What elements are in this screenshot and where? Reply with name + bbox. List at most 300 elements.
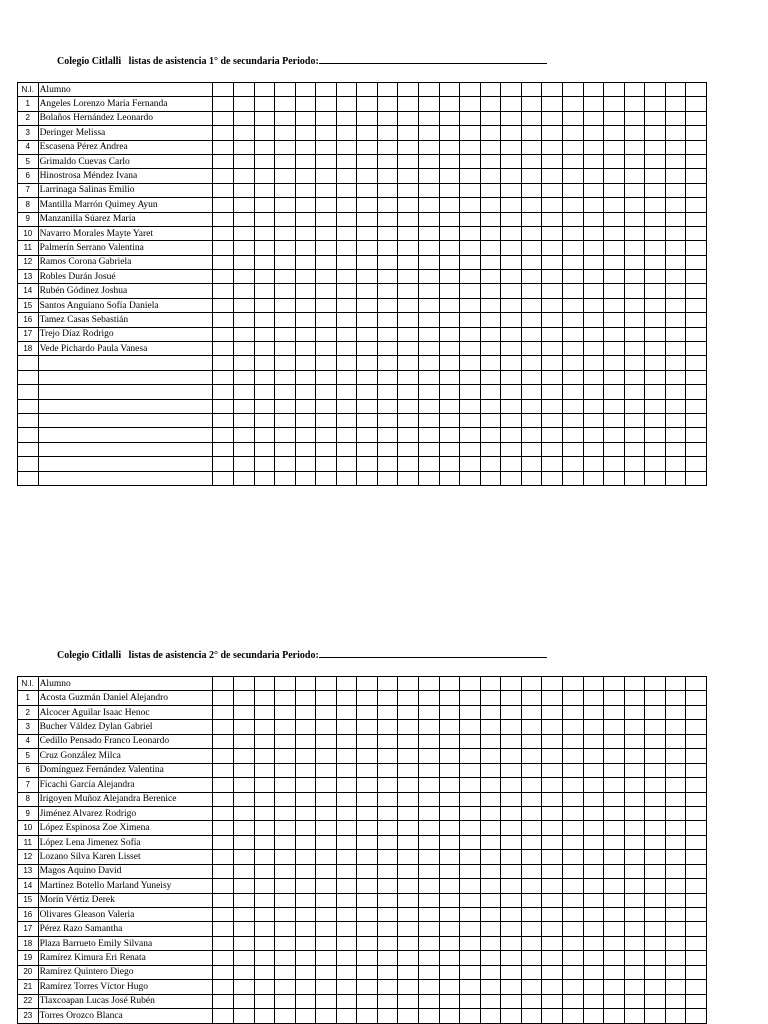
attendance-cell[interactable] (501, 951, 522, 965)
attendance-cell[interactable] (562, 1009, 583, 1023)
attendance-cell[interactable] (624, 850, 645, 864)
attendance-cell[interactable] (686, 385, 707, 399)
attendance-cell[interactable] (521, 821, 542, 835)
attendance-cell[interactable] (357, 850, 378, 864)
attendance-cell[interactable] (419, 298, 440, 312)
attendance-cell[interactable] (562, 442, 583, 456)
attendance-cell[interactable] (233, 97, 254, 111)
attendance-cell[interactable] (665, 720, 686, 734)
attendance-cell[interactable] (542, 821, 563, 835)
attendance-cell[interactable] (604, 864, 625, 878)
attendance-cell[interactable] (439, 763, 460, 777)
attendance-cell[interactable] (542, 270, 563, 284)
attendance-cell[interactable] (419, 994, 440, 1008)
attendance-cell[interactable] (562, 980, 583, 994)
attendance-cell[interactable] (501, 399, 522, 413)
attendance-cell[interactable] (686, 965, 707, 979)
attendance-cell[interactable] (521, 792, 542, 806)
attendance-cell[interactable] (336, 313, 357, 327)
attendance-cell[interactable] (336, 241, 357, 255)
attendance-cell[interactable] (604, 226, 625, 240)
attendance-cell[interactable] (254, 835, 275, 849)
attendance-cell[interactable] (275, 270, 296, 284)
attendance-cell[interactable] (336, 705, 357, 719)
attendance-cell[interactable] (583, 370, 604, 384)
attendance-cell[interactable] (686, 908, 707, 922)
attendance-cell[interactable] (604, 241, 625, 255)
attendance-cell[interactable] (604, 691, 625, 705)
attendance-cell[interactable] (542, 212, 563, 226)
attendance-cell[interactable] (686, 327, 707, 341)
attendance-cell[interactable] (316, 413, 337, 427)
attendance-cell[interactable] (501, 270, 522, 284)
attendance-cell[interactable] (336, 749, 357, 763)
attendance-cell[interactable] (336, 806, 357, 820)
attendance-cell[interactable] (419, 154, 440, 168)
attendance-cell[interactable] (254, 126, 275, 140)
attendance-cell[interactable] (460, 111, 481, 125)
attendance-cell[interactable] (521, 763, 542, 777)
attendance-cell[interactable] (316, 442, 337, 456)
attendance-cell[interactable] (254, 1009, 275, 1023)
attendance-cell[interactable] (542, 442, 563, 456)
attendance-cell[interactable] (213, 1009, 234, 1023)
attendance-cell[interactable] (521, 705, 542, 719)
attendance-cell[interactable] (521, 864, 542, 878)
attendance-cell[interactable] (213, 908, 234, 922)
attendance-cell[interactable] (480, 442, 501, 456)
attendance-cell[interactable] (213, 313, 234, 327)
attendance-cell[interactable] (316, 428, 337, 442)
attendance-cell[interactable] (480, 980, 501, 994)
attendance-cell[interactable] (295, 111, 316, 125)
attendance-cell[interactable] (336, 936, 357, 950)
attendance-cell[interactable] (604, 749, 625, 763)
attendance-cell[interactable] (213, 241, 234, 255)
attendance-cell[interactable] (357, 198, 378, 212)
attendance-cell[interactable] (233, 126, 254, 140)
attendance-cell[interactable] (480, 399, 501, 413)
attendance-cell[interactable] (275, 298, 296, 312)
attendance-cell[interactable] (357, 778, 378, 792)
attendance-cell[interactable] (439, 720, 460, 734)
attendance-cell[interactable] (419, 778, 440, 792)
attendance-cell[interactable] (295, 749, 316, 763)
attendance-cell[interactable] (336, 385, 357, 399)
attendance-cell[interactable] (501, 327, 522, 341)
attendance-cell[interactable] (419, 198, 440, 212)
attendance-cell[interactable] (521, 169, 542, 183)
attendance-cell[interactable] (542, 255, 563, 269)
attendance-cell[interactable] (398, 111, 419, 125)
attendance-cell[interactable] (624, 951, 645, 965)
attendance-cell[interactable] (604, 893, 625, 907)
attendance-cell[interactable] (254, 255, 275, 269)
attendance-cell[interactable] (295, 1009, 316, 1023)
attendance-cell[interactable] (480, 198, 501, 212)
attendance-cell[interactable] (213, 471, 234, 485)
attendance-cell[interactable] (583, 763, 604, 777)
attendance-cell[interactable] (624, 169, 645, 183)
attendance-cell[interactable] (254, 965, 275, 979)
attendance-cell[interactable] (316, 893, 337, 907)
attendance-cell[interactable] (645, 720, 666, 734)
attendance-cell[interactable] (480, 356, 501, 370)
attendance-cell[interactable] (542, 994, 563, 1008)
attendance-cell[interactable] (562, 169, 583, 183)
attendance-cell[interactable] (295, 385, 316, 399)
attendance-cell[interactable] (316, 763, 337, 777)
attendance-cell[interactable] (501, 908, 522, 922)
attendance-cell[interactable] (645, 212, 666, 226)
attendance-cell[interactable] (583, 241, 604, 255)
attendance-cell[interactable] (419, 284, 440, 298)
attendance-cell[interactable] (357, 835, 378, 849)
attendance-cell[interactable] (316, 792, 337, 806)
attendance-cell[interactable] (316, 342, 337, 356)
attendance-cell[interactable] (336, 212, 357, 226)
attendance-cell[interactable] (295, 471, 316, 485)
attendance-cell[interactable] (254, 428, 275, 442)
attendance-cell[interactable] (686, 111, 707, 125)
attendance-cell[interactable] (336, 370, 357, 384)
attendance-cell[interactable] (357, 994, 378, 1008)
attendance-cell[interactable] (562, 284, 583, 298)
attendance-cell[interactable] (233, 457, 254, 471)
attendance-cell[interactable] (316, 879, 337, 893)
attendance-cell[interactable] (460, 806, 481, 820)
attendance-cell[interactable] (377, 734, 398, 748)
attendance-cell[interactable] (542, 370, 563, 384)
attendance-cell[interactable] (254, 908, 275, 922)
attendance-cell[interactable] (542, 763, 563, 777)
attendance-cell[interactable] (316, 705, 337, 719)
attendance-cell[interactable] (377, 413, 398, 427)
attendance-cell[interactable] (336, 255, 357, 269)
attendance-cell[interactable] (460, 126, 481, 140)
attendance-cell[interactable] (583, 879, 604, 893)
attendance-cell[interactable] (275, 385, 296, 399)
attendance-cell[interactable] (213, 198, 234, 212)
attendance-cell[interactable] (624, 922, 645, 936)
attendance-cell[interactable] (254, 763, 275, 777)
attendance-cell[interactable] (562, 734, 583, 748)
attendance-cell[interactable] (460, 908, 481, 922)
attendance-cell[interactable] (562, 922, 583, 936)
attendance-cell[interactable] (357, 428, 378, 442)
attendance-cell[interactable] (460, 241, 481, 255)
attendance-cell[interactable] (295, 835, 316, 849)
attendance-cell[interactable] (233, 965, 254, 979)
attendance-cell[interactable] (357, 951, 378, 965)
attendance-cell[interactable] (419, 270, 440, 284)
attendance-cell[interactable] (419, 241, 440, 255)
attendance-cell[interactable] (275, 342, 296, 356)
attendance-cell[interactable] (542, 140, 563, 154)
attendance-cell[interactable] (213, 980, 234, 994)
attendance-cell[interactable] (562, 705, 583, 719)
attendance-cell[interactable] (316, 385, 337, 399)
attendance-cell[interactable] (665, 212, 686, 226)
attendance-cell[interactable] (398, 183, 419, 197)
attendance-cell[interactable] (665, 399, 686, 413)
attendance-cell[interactable] (604, 980, 625, 994)
attendance-cell[interactable] (275, 442, 296, 456)
attendance-cell[interactable] (624, 270, 645, 284)
attendance-cell[interactable] (398, 864, 419, 878)
attendance-cell[interactable] (439, 691, 460, 705)
attendance-cell[interactable] (357, 980, 378, 994)
attendance-cell[interactable] (213, 126, 234, 140)
attendance-cell[interactable] (645, 298, 666, 312)
attendance-cell[interactable] (419, 821, 440, 835)
attendance-cell[interactable] (624, 241, 645, 255)
attendance-cell[interactable] (480, 270, 501, 284)
attendance-cell[interactable] (501, 385, 522, 399)
attendance-cell[interactable] (398, 399, 419, 413)
attendance-cell[interactable] (480, 1009, 501, 1023)
attendance-cell[interactable] (542, 313, 563, 327)
attendance-cell[interactable] (686, 97, 707, 111)
attendance-cell[interactable] (460, 370, 481, 384)
attendance-cell[interactable] (275, 471, 296, 485)
attendance-cell[interactable] (295, 994, 316, 1008)
attendance-cell[interactable] (665, 951, 686, 965)
attendance-cell[interactable] (686, 457, 707, 471)
attendance-cell[interactable] (357, 226, 378, 240)
attendance-cell[interactable] (562, 255, 583, 269)
attendance-cell[interactable] (316, 951, 337, 965)
attendance-cell[interactable] (357, 864, 378, 878)
attendance-cell[interactable] (316, 140, 337, 154)
attendance-cell[interactable] (295, 705, 316, 719)
attendance-cell[interactable] (542, 342, 563, 356)
attendance-cell[interactable] (275, 111, 296, 125)
attendance-cell[interactable] (295, 241, 316, 255)
attendance-cell[interactable] (295, 691, 316, 705)
attendance-cell[interactable] (377, 763, 398, 777)
attendance-cell[interactable] (233, 169, 254, 183)
attendance-cell[interactable] (562, 850, 583, 864)
attendance-cell[interactable] (460, 298, 481, 312)
attendance-cell[interactable] (686, 183, 707, 197)
attendance-cell[interactable] (275, 413, 296, 427)
attendance-cell[interactable] (645, 792, 666, 806)
attendance-cell[interactable] (686, 864, 707, 878)
attendance-cell[interactable] (542, 749, 563, 763)
attendance-cell[interactable] (460, 154, 481, 168)
attendance-cell[interactable] (645, 806, 666, 820)
attendance-cell[interactable] (419, 864, 440, 878)
attendance-cell[interactable] (316, 864, 337, 878)
attendance-cell[interactable] (521, 298, 542, 312)
attendance-cell[interactable] (480, 169, 501, 183)
attendance-cell[interactable] (213, 893, 234, 907)
attendance-cell[interactable] (521, 879, 542, 893)
attendance-cell[interactable] (686, 428, 707, 442)
attendance-cell[interactable] (336, 850, 357, 864)
attendance-cell[interactable] (316, 778, 337, 792)
attendance-cell[interactable] (665, 370, 686, 384)
attendance-cell[interactable] (419, 356, 440, 370)
attendance-cell[interactable] (213, 342, 234, 356)
attendance-cell[interactable] (233, 327, 254, 341)
attendance-cell[interactable] (398, 879, 419, 893)
attendance-cell[interactable] (295, 313, 316, 327)
attendance-cell[interactable] (562, 154, 583, 168)
attendance-cell[interactable] (583, 965, 604, 979)
attendance-cell[interactable] (419, 749, 440, 763)
attendance-cell[interactable] (624, 965, 645, 979)
attendance-cell[interactable] (645, 399, 666, 413)
attendance-cell[interactable] (665, 705, 686, 719)
attendance-cell[interactable] (501, 212, 522, 226)
attendance-cell[interactable] (275, 399, 296, 413)
attendance-cell[interactable] (377, 154, 398, 168)
attendance-cell[interactable] (398, 428, 419, 442)
attendance-cell[interactable] (275, 154, 296, 168)
attendance-cell[interactable] (645, 198, 666, 212)
attendance-cell[interactable] (295, 154, 316, 168)
attendance-cell[interactable] (377, 97, 398, 111)
attendance-cell[interactable] (377, 169, 398, 183)
attendance-cell[interactable] (480, 705, 501, 719)
attendance-cell[interactable] (398, 936, 419, 950)
attendance-cell[interactable] (562, 720, 583, 734)
attendance-cell[interactable] (501, 806, 522, 820)
attendance-cell[interactable] (665, 342, 686, 356)
attendance-cell[interactable] (460, 226, 481, 240)
attendance-cell[interactable] (604, 850, 625, 864)
attendance-cell[interactable] (562, 413, 583, 427)
attendance-cell[interactable] (213, 879, 234, 893)
attendance-cell[interactable] (439, 734, 460, 748)
attendance-cell[interactable] (439, 806, 460, 820)
attendance-cell[interactable] (562, 936, 583, 950)
attendance-cell[interactable] (377, 241, 398, 255)
attendance-cell[interactable] (295, 893, 316, 907)
attendance-cell[interactable] (336, 126, 357, 140)
attendance-cell[interactable] (686, 342, 707, 356)
attendance-cell[interactable] (254, 399, 275, 413)
attendance-cell[interactable] (275, 879, 296, 893)
attendance-cell[interactable] (357, 270, 378, 284)
attendance-cell[interactable] (645, 154, 666, 168)
attendance-cell[interactable] (501, 720, 522, 734)
attendance-cell[interactable] (439, 705, 460, 719)
attendance-cell[interactable] (275, 720, 296, 734)
attendance-cell[interactable] (460, 778, 481, 792)
attendance-cell[interactable] (254, 169, 275, 183)
attendance-cell[interactable] (295, 457, 316, 471)
attendance-cell[interactable] (583, 835, 604, 849)
attendance-cell[interactable] (501, 792, 522, 806)
attendance-cell[interactable] (254, 994, 275, 1008)
attendance-cell[interactable] (419, 399, 440, 413)
attendance-cell[interactable] (377, 198, 398, 212)
attendance-cell[interactable] (233, 270, 254, 284)
attendance-cell[interactable] (233, 691, 254, 705)
attendance-cell[interactable] (604, 126, 625, 140)
attendance-cell[interactable] (357, 734, 378, 748)
attendance-cell[interactable] (377, 893, 398, 907)
attendance-cell[interactable] (377, 720, 398, 734)
attendance-cell[interactable] (398, 778, 419, 792)
attendance-cell[interactable] (233, 241, 254, 255)
attendance-cell[interactable] (604, 705, 625, 719)
attendance-cell[interactable] (645, 908, 666, 922)
attendance-cell[interactable] (213, 399, 234, 413)
attendance-cell[interactable] (275, 183, 296, 197)
attendance-cell[interactable] (665, 457, 686, 471)
attendance-cell[interactable] (439, 850, 460, 864)
attendance-cell[interactable] (254, 821, 275, 835)
attendance-cell[interactable] (275, 457, 296, 471)
attendance-cell[interactable] (213, 936, 234, 950)
attendance-cell[interactable] (583, 212, 604, 226)
attendance-cell[interactable] (419, 169, 440, 183)
attendance-cell[interactable] (254, 212, 275, 226)
attendance-cell[interactable] (521, 908, 542, 922)
attendance-cell[interactable] (645, 734, 666, 748)
attendance-cell[interactable] (439, 980, 460, 994)
attendance-cell[interactable] (624, 471, 645, 485)
attendance-cell[interactable] (316, 255, 337, 269)
attendance-cell[interactable] (583, 1009, 604, 1023)
attendance-cell[interactable] (275, 994, 296, 1008)
attendance-cell[interactable] (460, 270, 481, 284)
attendance-cell[interactable] (583, 154, 604, 168)
attendance-cell[interactable] (604, 792, 625, 806)
attendance-cell[interactable] (295, 126, 316, 140)
attendance-cell[interactable] (377, 922, 398, 936)
attendance-cell[interactable] (254, 879, 275, 893)
attendance-cell[interactable] (583, 778, 604, 792)
attendance-cell[interactable] (275, 922, 296, 936)
attendance-cell[interactable] (275, 140, 296, 154)
attendance-cell[interactable] (295, 965, 316, 979)
attendance-cell[interactable] (357, 356, 378, 370)
attendance-cell[interactable] (419, 705, 440, 719)
attendance-cell[interactable] (665, 356, 686, 370)
attendance-cell[interactable] (357, 241, 378, 255)
attendance-cell[interactable] (501, 169, 522, 183)
attendance-cell[interactable] (316, 994, 337, 1008)
attendance-cell[interactable] (254, 734, 275, 748)
attendance-cell[interactable] (295, 763, 316, 777)
attendance-cell[interactable] (357, 705, 378, 719)
attendance-cell[interactable] (213, 385, 234, 399)
attendance-cell[interactable] (295, 212, 316, 226)
attendance-cell[interactable] (583, 413, 604, 427)
attendance-cell[interactable] (604, 720, 625, 734)
attendance-cell[interactable] (377, 457, 398, 471)
attendance-cell[interactable] (521, 720, 542, 734)
attendance-cell[interactable] (316, 212, 337, 226)
attendance-cell[interactable] (213, 792, 234, 806)
attendance-cell[interactable] (542, 97, 563, 111)
attendance-cell[interactable] (336, 951, 357, 965)
attendance-cell[interactable] (377, 951, 398, 965)
attendance-cell[interactable] (665, 255, 686, 269)
attendance-cell[interactable] (336, 980, 357, 994)
attendance-cell[interactable] (439, 442, 460, 456)
attendance-cell[interactable] (254, 226, 275, 240)
attendance-cell[interactable] (562, 327, 583, 341)
attendance-cell[interactable] (645, 183, 666, 197)
attendance-cell[interactable] (542, 428, 563, 442)
attendance-cell[interactable] (480, 965, 501, 979)
